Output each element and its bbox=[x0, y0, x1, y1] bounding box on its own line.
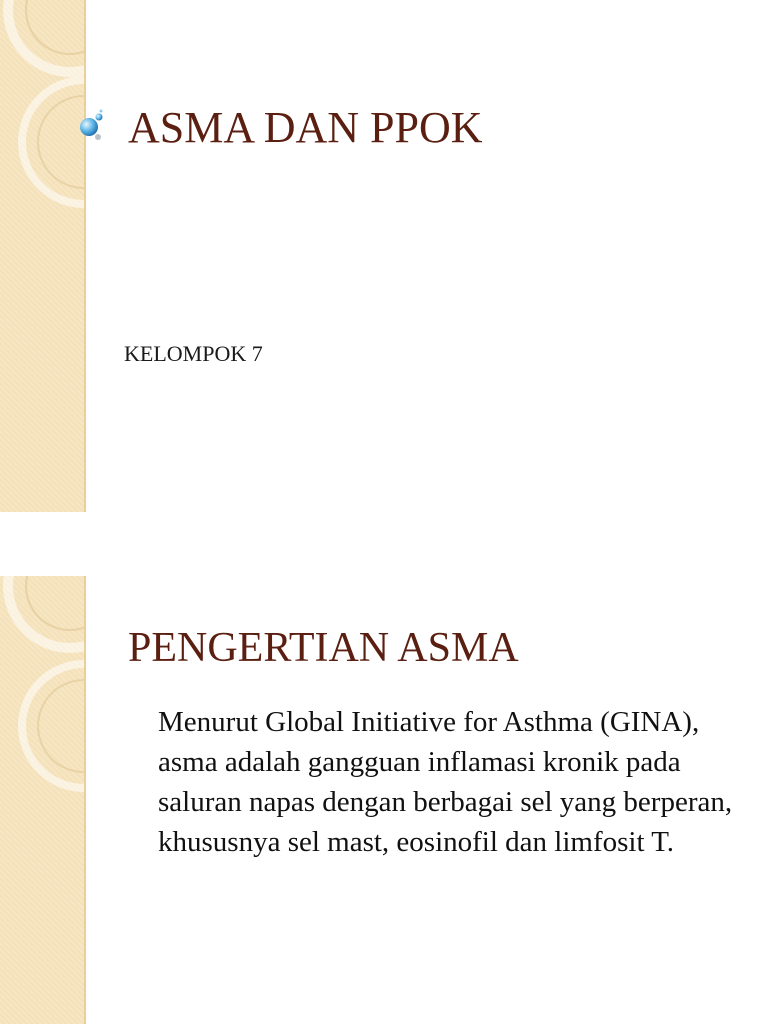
content-slide bbox=[0, 576, 768, 1024]
bullet-bubbles-icon bbox=[72, 107, 106, 147]
slide-separator bbox=[0, 512, 768, 576]
definition-text: Menurut Global Initiative for Asthma (GINA), asma adalah gangguan inflamasi kronik pada saluran napas dengan berbagai sel yang berperan, khususnya sel mast, eosinofil dan limfosit T. bbox=[158, 706, 733, 858]
decorative-side-strip bbox=[0, 0, 86, 512]
slide-subtitle: KELOMPOK 7 bbox=[124, 341, 263, 366]
section-title: PENGERTIAN ASMA bbox=[128, 625, 519, 671]
decorative-circles-icon bbox=[0, 0, 84, 512]
decorative-side-strip bbox=[0, 576, 86, 1024]
decorative-circles-icon bbox=[0, 576, 84, 1024]
page-title: ASMA DAN PPOK bbox=[128, 103, 483, 152]
